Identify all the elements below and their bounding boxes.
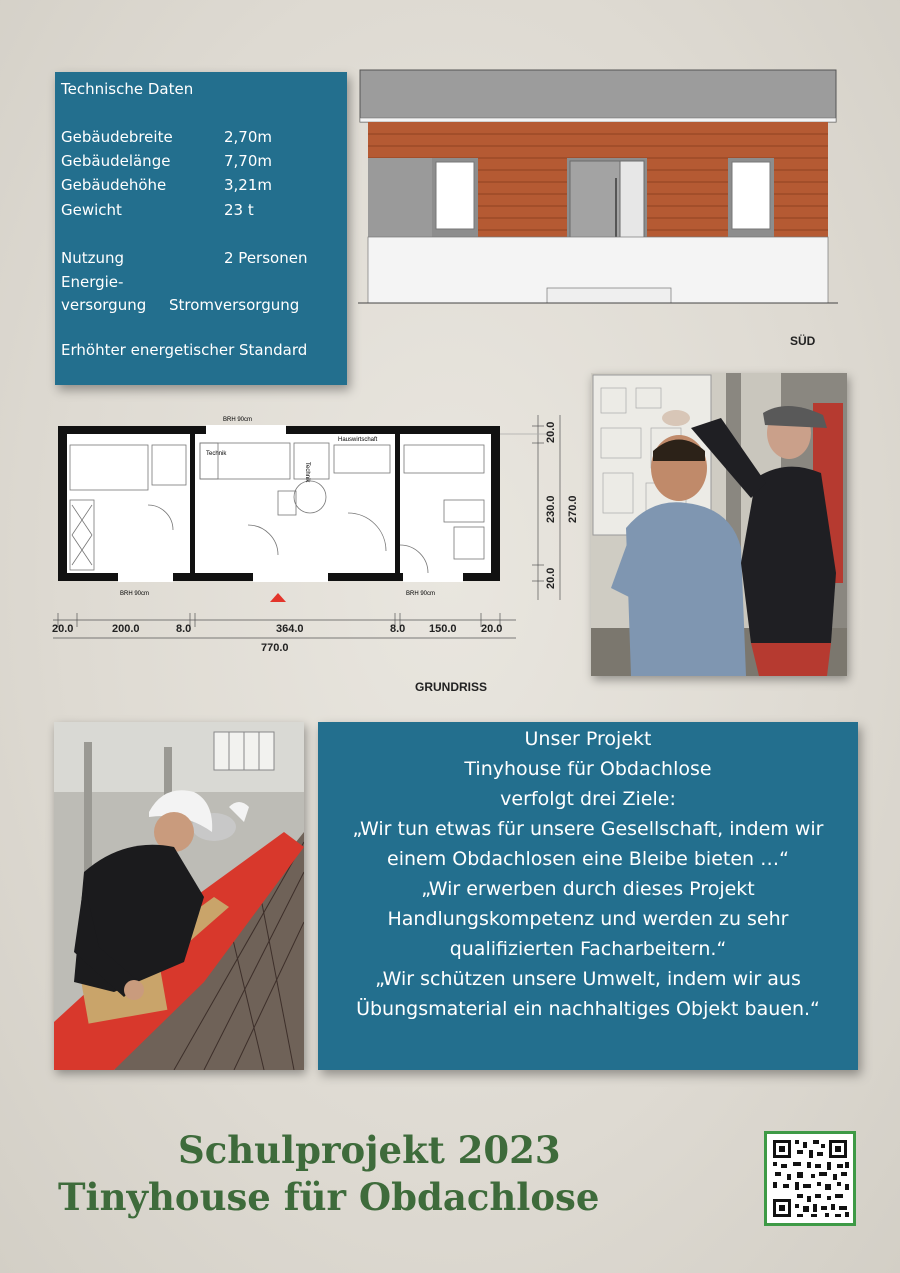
tech-label-energy-2: versorgung (61, 296, 147, 314)
room-label-hauswirtschaft: Hauswirtschaft (338, 437, 378, 443)
tech-label-usage: Nutzung (61, 249, 125, 267)
technical-data-panel (55, 72, 347, 385)
dim-bottom-5: 8.0 (390, 623, 406, 635)
tech-label-width: Gebäudebreite (61, 128, 173, 146)
tech-value-length: 7,70m (224, 152, 273, 170)
dim-total-width: 270.0 (567, 495, 579, 523)
brh-bottom-right-label: BRH 90cm (406, 591, 436, 597)
poster-title-line-1: Schulprojekt 2023 (178, 1128, 561, 1172)
project-line-4: „Wir tun etwas für unsere Gesellschaft, indem wir (352, 818, 824, 840)
tech-label-length: Gebäudelänge (61, 152, 171, 170)
dim-side-2: 230.0 (545, 495, 557, 523)
room-label-technik-2: Technik (304, 462, 310, 483)
tech-value-energy: Stromversorgung (169, 296, 300, 314)
tech-label-height: Gebäudehöhe (61, 176, 167, 194)
qr-code[interactable] (764, 1131, 856, 1226)
tech-value-height: 3,21m (224, 176, 273, 194)
dim-side-1: 20.0 (545, 421, 557, 443)
project-line-1: Unser Projekt (524, 728, 652, 750)
floor-plan-drawing (48, 405, 588, 660)
brh-bottom-left-label: BRH 90cm (120, 591, 150, 597)
tech-label-energy-1: Energie- (61, 273, 124, 291)
project-line-8: qualifizierten Facharbeitern.“ (449, 938, 727, 960)
elevation-label: SÜD (790, 334, 816, 348)
project-line-7: Handlungskompetenz und werden zu sehr (387, 908, 789, 930)
project-line-6: „Wir erwerben durch dieses Projekt (421, 878, 755, 900)
dim-bottom-3: 8.0 (176, 623, 192, 635)
room-label-technik: Technik (206, 451, 227, 457)
tech-value-weight: 23 t (224, 201, 254, 219)
tech-label-weight: Gewicht (61, 201, 122, 219)
project-line-3: verfolgt drei Ziele: (500, 788, 676, 810)
project-line-5: einem Obdachlosen eine Bleibe bieten …“ (387, 848, 789, 870)
dim-side-3: 20.0 (545, 567, 557, 589)
floor-plan-label: GRUNDRISS (415, 680, 488, 694)
dim-bottom-4: 364.0 (276, 623, 304, 635)
dim-bottom-6: 150.0 (429, 623, 457, 635)
dim-bottom-7: 20.0 (481, 623, 503, 635)
students-building-photo (54, 722, 304, 1070)
project-goals-panel (318, 722, 858, 1070)
students-reviewing-plans-photo (591, 373, 847, 676)
tech-value-width: 2,70m (224, 128, 273, 146)
brh-top-label: BRH 90cm (223, 417, 253, 423)
dim-total-length: 770.0 (261, 642, 289, 654)
dim-bottom-2: 200.0 (112, 623, 140, 635)
project-line-9: „Wir schützen unsere Umwelt, indem wir aus (375, 968, 801, 990)
dim-bottom-1: 20.0 (52, 623, 74, 635)
tech-title: Technische Daten (61, 80, 194, 98)
tech-value-usage: 2 Personen (224, 249, 308, 267)
project-line-2: Tinyhouse für Obdachlose (464, 758, 712, 780)
poster-title-line-2: Tinyhouse für Obdachlose (58, 1175, 600, 1219)
project-line-10: Übungsmaterial ein nachhaltiges Objekt bauen.“ (356, 998, 820, 1020)
tech-standard: Erhöhter energetischer Standard (61, 341, 308, 359)
south-elevation-drawing (358, 68, 838, 313)
